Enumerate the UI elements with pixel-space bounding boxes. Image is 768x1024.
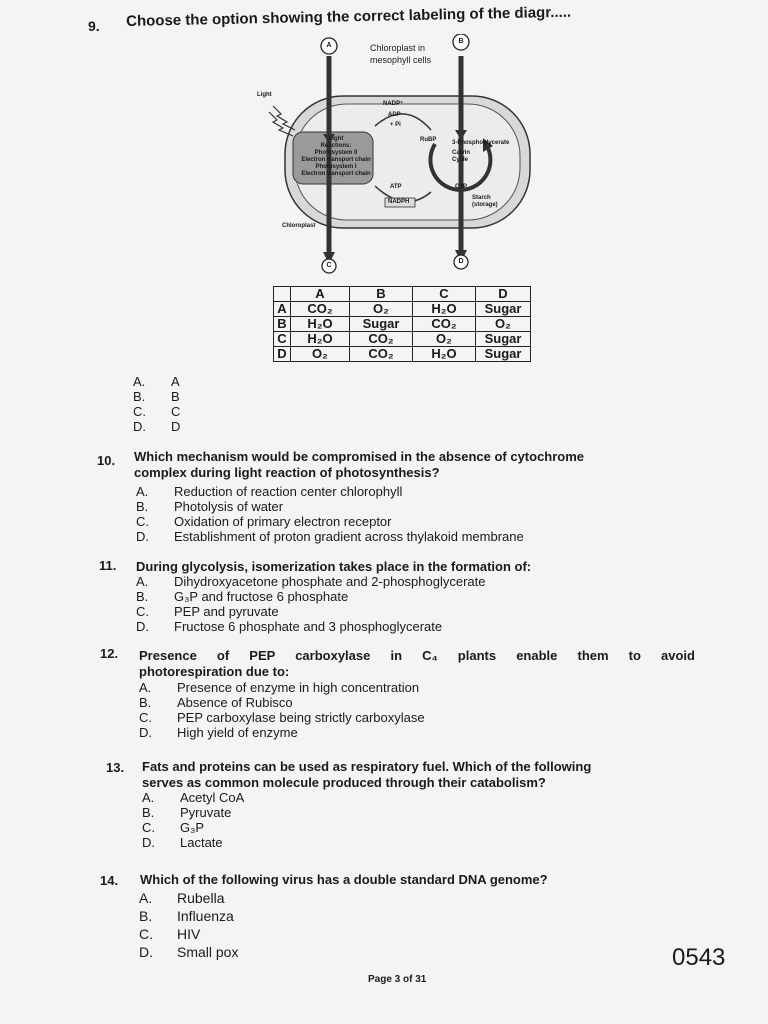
option-c[interactable]: C. PEP and pyruvate — [136, 604, 279, 619]
option-b[interactable]: B. Absence of Rubisco — [139, 695, 293, 710]
light-label: Light — [257, 92, 272, 98]
q9-number: 9. — [88, 18, 100, 34]
adp-label: ADP — [388, 112, 401, 118]
option-b[interactable]: B. Pyruvate — [142, 805, 232, 820]
nadp-label: NADP⁺ — [383, 101, 404, 107]
marker-b-label: B — [458, 38, 464, 45]
q14-text: Which of the following virus has a double standard DNA genome? — [140, 872, 548, 887]
marker-a-label: A — [326, 42, 332, 49]
q10-options — [136, 484, 524, 544]
option-b[interactable]: B. Influenza — [139, 908, 234, 924]
pi-label: + Pi — [390, 122, 401, 128]
option-b[interactable]: B. Photolysis of water — [136, 499, 284, 514]
q13-number: 13. — [106, 760, 125, 775]
q11-options — [136, 574, 486, 634]
option-a[interactable]: A. Reduction of reaction center chlorophyll — [136, 484, 403, 499]
q12-number: 12. — [100, 646, 119, 661]
option-a[interactable]: A. Acetyl CoA — [142, 790, 245, 805]
q9-text: Choose the option showing the correct labeling of the diagr..... — [125, 3, 572, 30]
option-a[interactable]: A. A — [133, 374, 180, 389]
option-d[interactable]: D. Fructose 6 phosphate and 3 phosphoglycerate — [136, 619, 443, 634]
option-b[interactable]: B. G₃P and fructose 6 phosphate — [136, 589, 349, 604]
q12-text-line2: photorespiration due to: — [139, 664, 290, 679]
option-c[interactable]: C. HIV — [139, 926, 201, 942]
option-b[interactable]: B. B — [133, 389, 180, 404]
calvin-cycle-label: Calvin Cycle — [452, 150, 471, 163]
q11-number: 11. — [99, 558, 117, 573]
q10-text: Which mechanism would be compromised in the absence of cytochrome complex during light reaction of photosynthesis? — [134, 449, 585, 480]
table-row: A CO₂ O₂ H₂O Sugar — [274, 302, 531, 317]
q13-options — [142, 790, 244, 850]
table-row: C H₂O CO₂ O₂ Sugar — [274, 332, 531, 347]
q11-text: During glycolysis, isomerization takes place in the formation of: — [136, 559, 532, 574]
atp-label: ATP — [390, 184, 402, 190]
option-a[interactable]: A. Presence of enzyme in high concentration — [139, 680, 420, 695]
q10-number: 10. — [97, 453, 116, 468]
q13-text: Fats and proteins can be used as respiratory fuel. Which of the following serves as common molecule produced through their catabolism? — [142, 759, 592, 790]
q14-number: 14. — [100, 873, 119, 888]
option-a[interactable]: A. Rubella — [139, 890, 225, 906]
option-c[interactable]: C. PEP carboxylase being strictly carboxylase — [139, 710, 425, 725]
pga-label: 3-Phosphoglycerate — [452, 140, 510, 146]
paper-code: 0543 — [672, 944, 726, 971]
option-a[interactable]: A. Dihydroxyacetone phosphate and 2-phosphoglycerate — [136, 574, 486, 589]
table-header-row: A B C D — [274, 287, 531, 302]
option-d[interactable]: D. Small pox — [139, 944, 239, 960]
option-c[interactable]: C. G₃P — [142, 820, 205, 835]
q9-options — [133, 374, 180, 434]
option-c[interactable]: C. Oxidation of primary electron receptor — [136, 514, 392, 529]
option-d[interactable]: D. Establishment of proton gradient across thylakoid membrane — [136, 529, 524, 544]
option-d[interactable]: D. D — [133, 419, 181, 434]
marker-c-label: C — [326, 262, 332, 269]
table-row: B H₂O Sugar CO₂ O₂ — [274, 317, 531, 332]
g3p-label: G3P — [455, 184, 468, 190]
chloroplast-in-label: Chloroplast in mesophyll cells — [370, 43, 432, 65]
page-number: Page 3 of 31 — [368, 974, 427, 985]
option-d[interactable]: D. Lactate — [142, 835, 223, 850]
table-row: D O₂ CO₂ H₂O Sugar — [274, 347, 531, 362]
chloroplast-label: Chloroplast — [282, 223, 316, 229]
q9-answer-table — [273, 286, 531, 362]
q12-options — [139, 680, 425, 740]
starch-label: Starch (storage) — [472, 195, 498, 208]
option-d[interactable]: D. High yield of enzyme — [139, 725, 298, 740]
light-reactions-label: Light Reactions: Photosystem II Electron transport chain Photosystem I Electron transport chain — [301, 136, 371, 177]
q12-text-line1: Presence of PEP carboxylase in C₄ plants enable them to avoid — [139, 648, 695, 663]
q14-options — [139, 889, 238, 961]
nadph-label: NADPH — [388, 199, 410, 205]
rubp-label: RuBP — [420, 137, 437, 143]
marker-d-label: D — [458, 258, 464, 265]
option-c[interactable]: C. C — [133, 404, 181, 419]
